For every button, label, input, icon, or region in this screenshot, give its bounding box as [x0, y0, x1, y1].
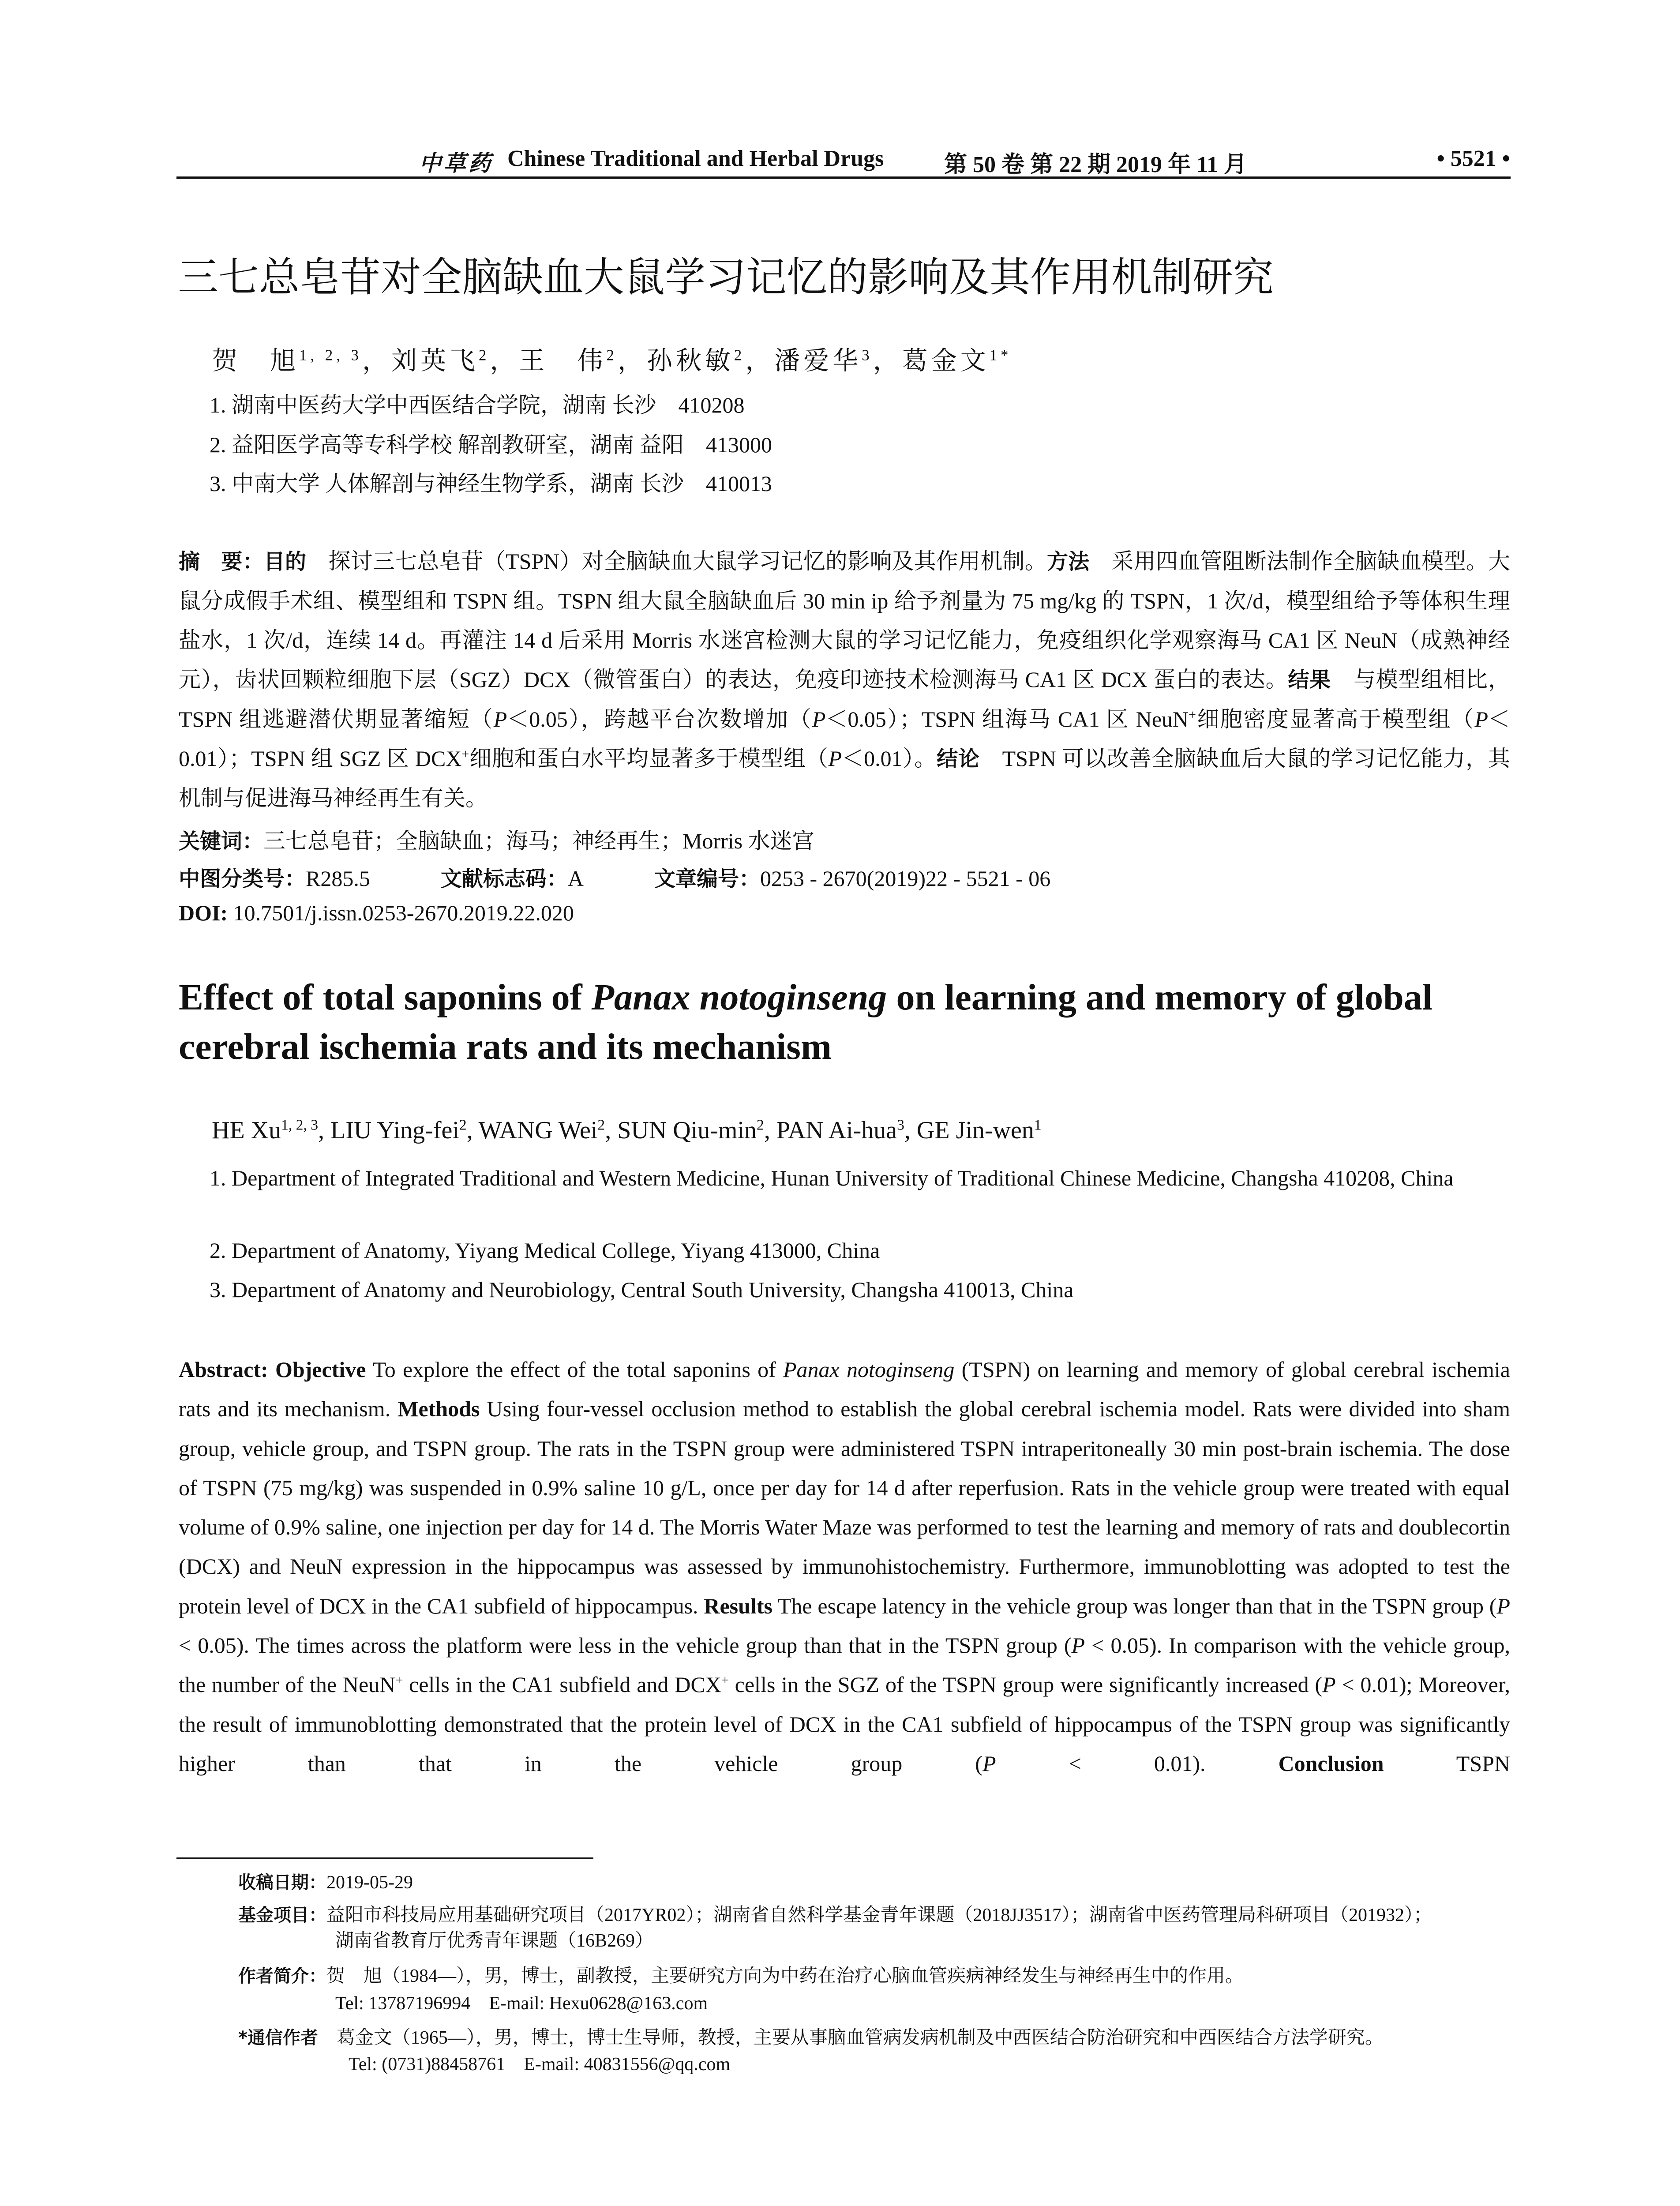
- article-no-value: 0253 - 2670(2019)22 - 5521 - 06: [760, 866, 1051, 891]
- results-text: 与模型组相比，TSPN 组逃避潜伏期显著缩短（: [179, 667, 1510, 732]
- keywords-value: 三七总皂苷；全脑缺血；海马；神经再生；Morris 水迷宫: [263, 829, 814, 853]
- p-symbol: P: [1322, 1672, 1336, 1697]
- article-title-en: [179, 973, 1524, 1072]
- header-rule: [176, 176, 1511, 179]
- clc-value: R285.5: [306, 866, 370, 891]
- footnote-received: [238, 1870, 413, 1895]
- article-title-cn: 三七总皂苷对全脑缺血大鼠学习记忆的影响及其作用机制研究: [178, 254, 1274, 301]
- footnote-author-contact: Tel: 13787196994 E-mail: Hexu0628@163.com: [335, 1993, 708, 2014]
- article-no-label: 文章编号：: [654, 867, 761, 891]
- clc-label: 中图分类号：: [179, 867, 306, 891]
- objective-label: 目的: [263, 549, 307, 574]
- results-text: ＜0.05），跨越平台次数增加（: [507, 707, 812, 732]
- author-name: 贺 旭: [212, 346, 300, 375]
- results-text: ＜0.05）；TSPN 组海马 CA1 区 NeuN: [825, 707, 1189, 732]
- author-affiliation-mark: 1: [1034, 1117, 1042, 1133]
- methods-label: Methods: [398, 1396, 480, 1422]
- author-affiliation-mark: 2: [479, 346, 490, 364]
- objective-text: 探讨三七总皂苷（TSPN）对全脑缺血大鼠学习记忆的影响及其作用机制。: [306, 549, 1047, 574]
- author-list-en: [212, 1116, 1042, 1144]
- p-symbol: P: [1496, 1593, 1510, 1618]
- p-symbol: P: [493, 707, 507, 732]
- results-text: cells in the SGZ of the TSPN group were significantly increased (: [728, 1672, 1323, 1697]
- p-symbol: P: [812, 707, 826, 732]
- species-name: Panax notoginseng: [783, 1357, 955, 1382]
- author-name: , WANG Wei: [466, 1117, 598, 1144]
- author-affiliation-mark: 2: [606, 346, 618, 364]
- author-name: ，刘英飞: [362, 346, 479, 375]
- affiliation-en-3: 3. Department of Anatomy and Neurobiology, Central South University, Changsha 410013, China: [210, 1277, 1074, 1302]
- funding-value: 益阳市科技局应用基础研究项目（2017YR02）；湖南省自然科学基金青年课题（2018JJ3517）；湖南省中医药管理局科研项目（201932）；: [326, 1905, 1432, 1925]
- conclusion-label: 结论: [937, 747, 980, 771]
- p-symbol: P: [1071, 1633, 1085, 1658]
- footnote-corresponding-contact: Tel: (0731)88458761 E-mail: 40831556@qq.com: [349, 2054, 731, 2075]
- results-text: cells in the CA1 subfield and DCX: [403, 1672, 721, 1697]
- author-affiliation-mark: 1, 2, 3: [281, 1117, 319, 1133]
- keywords-label: 关键词：: [179, 829, 264, 854]
- methods-text: Using four-vessel occlusion method to establish the global cerebral ischemia model. Rats were divided into sham group, vehicle group, and TSPN group. The rats in the TSPN group were administered TSPN intraperitoneally 30 min post-brain ischemia. The dose of TSPN (75 mg/kg) was suspended in 0.9% saline 10 g/L, once per day for 14 d after reperfusion. Rats in the vehicle group were treated with equal volume of 0.9% saline, one injection per day for 14 d. The Morris Water Maze was performed to test the learning and memory of rats and doublecortin (DCX) and NeuN expression in the hippocampus was assessed by immunohistochemistry. Furthermore, immunoblotting was adopted to test the protein level of DCX in the CA1 subfield of hippocampus.: [179, 1396, 1510, 1618]
- results-text: < 0.01).: [996, 1751, 1279, 1776]
- author-affiliation-mark: 2: [459, 1117, 467, 1133]
- author-name: , GE Jin-wen: [904, 1117, 1034, 1144]
- author-name: , SUN Qiu-min: [605, 1117, 757, 1144]
- affiliation-cn-1: 1. 湖南中医药大学中西医结合学院，湖南 长沙 410208: [210, 393, 745, 417]
- results-label: Results: [704, 1593, 772, 1618]
- affiliation-cn-3: 3. 中南大学 人体解剖与神经生物学系，湖南 长沙 410013: [210, 471, 772, 496]
- results-label: 结果: [1288, 668, 1331, 692]
- title-en-species: Panax notoginseng: [591, 977, 887, 1018]
- results-text: < 0.05). The times across the platform were less in the vehicle group than that in the TSPN group (: [179, 1633, 1072, 1658]
- footnote-author-bio: [238, 1963, 1244, 1989]
- author-name: HE Xu: [212, 1117, 281, 1144]
- author-affiliation-mark: 1, 2, 3: [299, 346, 363, 364]
- corresponding-value: 葛金文（1965—），男，博士，博士生导师，教授，主要从事脑血管病发病机制及中西医结合防治研究和中西医结合方法学研究。: [318, 2028, 1384, 2048]
- author-affiliation-mark: 2: [597, 1117, 605, 1133]
- author-affiliation-mark: 1*: [989, 346, 1012, 364]
- doccode-label: 文献标志码：: [440, 867, 568, 891]
- affiliation-cn-2: 2. 益阳医学高等专科学校 解剖教研室，湖南 益阳 413000: [210, 432, 772, 457]
- author-affiliation-mark: 3: [897, 1117, 904, 1133]
- author-affiliation-mark: 3: [862, 346, 873, 364]
- author-name: , LIU Ying-fei: [318, 1117, 459, 1144]
- author-affiliation-mark: 2: [734, 346, 746, 364]
- abstract-objective-label: Abstract: Objective: [179, 1357, 366, 1382]
- author-affiliation-mark: 2: [757, 1117, 764, 1133]
- affiliation-en-1: 1. Department of Integrated Traditional and Western Medicine, Hunan University of Traditional Chinese Medicine, Changsha 410208, China: [210, 1166, 1454, 1190]
- doi-label: DOI:: [179, 900, 228, 925]
- journal-issue: 第 50 卷 第 22 期 2019 年 11 月: [944, 152, 1247, 177]
- p-symbol: P: [982, 1751, 996, 1776]
- results-text: 细胞密度显著高于模型组（: [1196, 707, 1475, 732]
- conclusion-text: TSPN 可以改善全脑缺血后大鼠的学习记忆能力，其机制与促进海马神经再生有关。: [179, 746, 1510, 810]
- abstract-cn: [179, 542, 1510, 818]
- objective-text: (TSPN) on learning and memory of global cerebral ischemia rats and its mechanism.: [179, 1357, 1510, 1422]
- p-symbol: P: [828, 746, 842, 771]
- page-number: • 5521 •: [1436, 146, 1510, 171]
- objective-text: To explore the effect of the total saponins of: [366, 1357, 784, 1382]
- keywords-cn: [179, 823, 814, 855]
- footnote-rule: [176, 1857, 593, 1859]
- p-symbol: P: [1474, 707, 1489, 732]
- author-list-cn: [212, 340, 1012, 377]
- journal-name-cn: 中草药: [419, 151, 493, 176]
- author-name: ，潘爱华: [745, 346, 862, 375]
- received-label: 收稿日期：: [238, 1872, 326, 1893]
- results-text: The escape latency in the vehicle group was longer than that in the TSPN group (: [772, 1593, 1497, 1618]
- title-en-part: on learning and memory of global cerebral ischemia rats and its mechanism: [179, 977, 1433, 1067]
- journal-name-en: Chinese Traditional and Herbal Drugs: [507, 146, 884, 171]
- results-text: < 0.01); Moreover, the result of immunoblotting demonstrated that the protein level of DCX in the CA1 subfield of hippocampus of the TSPN group was significantly higher than that in the vehicle group (: [179, 1672, 1511, 1776]
- author-bio-value: 贺 旭（1984—），男，博士，副教授，主要研究方向为中药在治疗心脑血管疾病神经发生与神经再生中的作用。: [326, 1966, 1244, 1986]
- author-bio-label: 作者简介：: [238, 1966, 326, 1986]
- received-value: 2019-05-29: [326, 1872, 413, 1893]
- abstract-en: [179, 1350, 1510, 1783]
- results-text: ＜0.01）；TSPN 组 SGZ 区 DCX: [179, 707, 1511, 771]
- plus-superscript: +: [1189, 707, 1196, 722]
- doi-value: 10.7501/j.issn.0253-2670.2019.22.020: [228, 900, 574, 925]
- author-name: , PAN Ai-hua: [764, 1117, 897, 1144]
- plus-superscript: +: [461, 747, 469, 762]
- results-text: ＜0.01）。: [842, 746, 937, 771]
- footnote-funding-cont: 湖南省教育厅优秀青年课题（16B269）: [335, 1931, 654, 1951]
- doi-line: [179, 900, 574, 926]
- footnote-corresponding: [238, 2025, 1384, 2051]
- conclusion-text: TSPN: [1384, 1751, 1510, 1776]
- plus-superscript: +: [721, 1673, 729, 1688]
- conclusion-label: Conclusion: [1278, 1751, 1384, 1776]
- results-text: 细胞和蛋白水平均显著多于模型组（: [469, 746, 829, 771]
- abstract-label: 摘 要：: [179, 549, 264, 574]
- author-name: ，葛金文: [873, 346, 990, 375]
- affiliation-en-2: 2. Department of Anatomy, Yiyang Medical College, Yiyang 413000, China: [210, 1238, 880, 1263]
- funding-label: 基金项目：: [238, 1905, 326, 1925]
- corresponding-label: *通信作者: [238, 2028, 318, 2048]
- methods-text: 采用四血管阻断法制作全脑缺血模型。大鼠分成假手术组、模型组和 TSPN 组。TSPN 组大鼠全脑缺血后 30 min ip 给予剂量为 75 mg/kg 的 TSPN，1 次/d，模型组给予等体积生理盐水，1 次/d，连续 14 d。再灌注 14 d 后采用 Morris 水迷宫检测大鼠的学习记忆能力，免疫组织化学观察海马 CA1 区 NeuN（成熟神经元），齿状回颗粒细胞下层（SGZ）DCX（微管蛋白）的表达，免疫印迹技术检测海马 CA1 区 DCX 蛋白的表达。: [179, 549, 1510, 692]
- plus-superscript: +: [395, 1673, 403, 1688]
- footnote-funding: [238, 1902, 1518, 1928]
- results-text: < 0.05). In comparison with the vehicle group, the number of the NeuN: [179, 1633, 1510, 1697]
- methods-label: 方法: [1046, 549, 1090, 574]
- classification-line: [179, 862, 1050, 892]
- title-en-part: Effect of total saponins of: [179, 977, 592, 1018]
- author-name: ，王 伟: [490, 346, 607, 375]
- author-name: ，孙秋敏: [617, 346, 734, 375]
- doccode-value: A: [567, 866, 584, 891]
